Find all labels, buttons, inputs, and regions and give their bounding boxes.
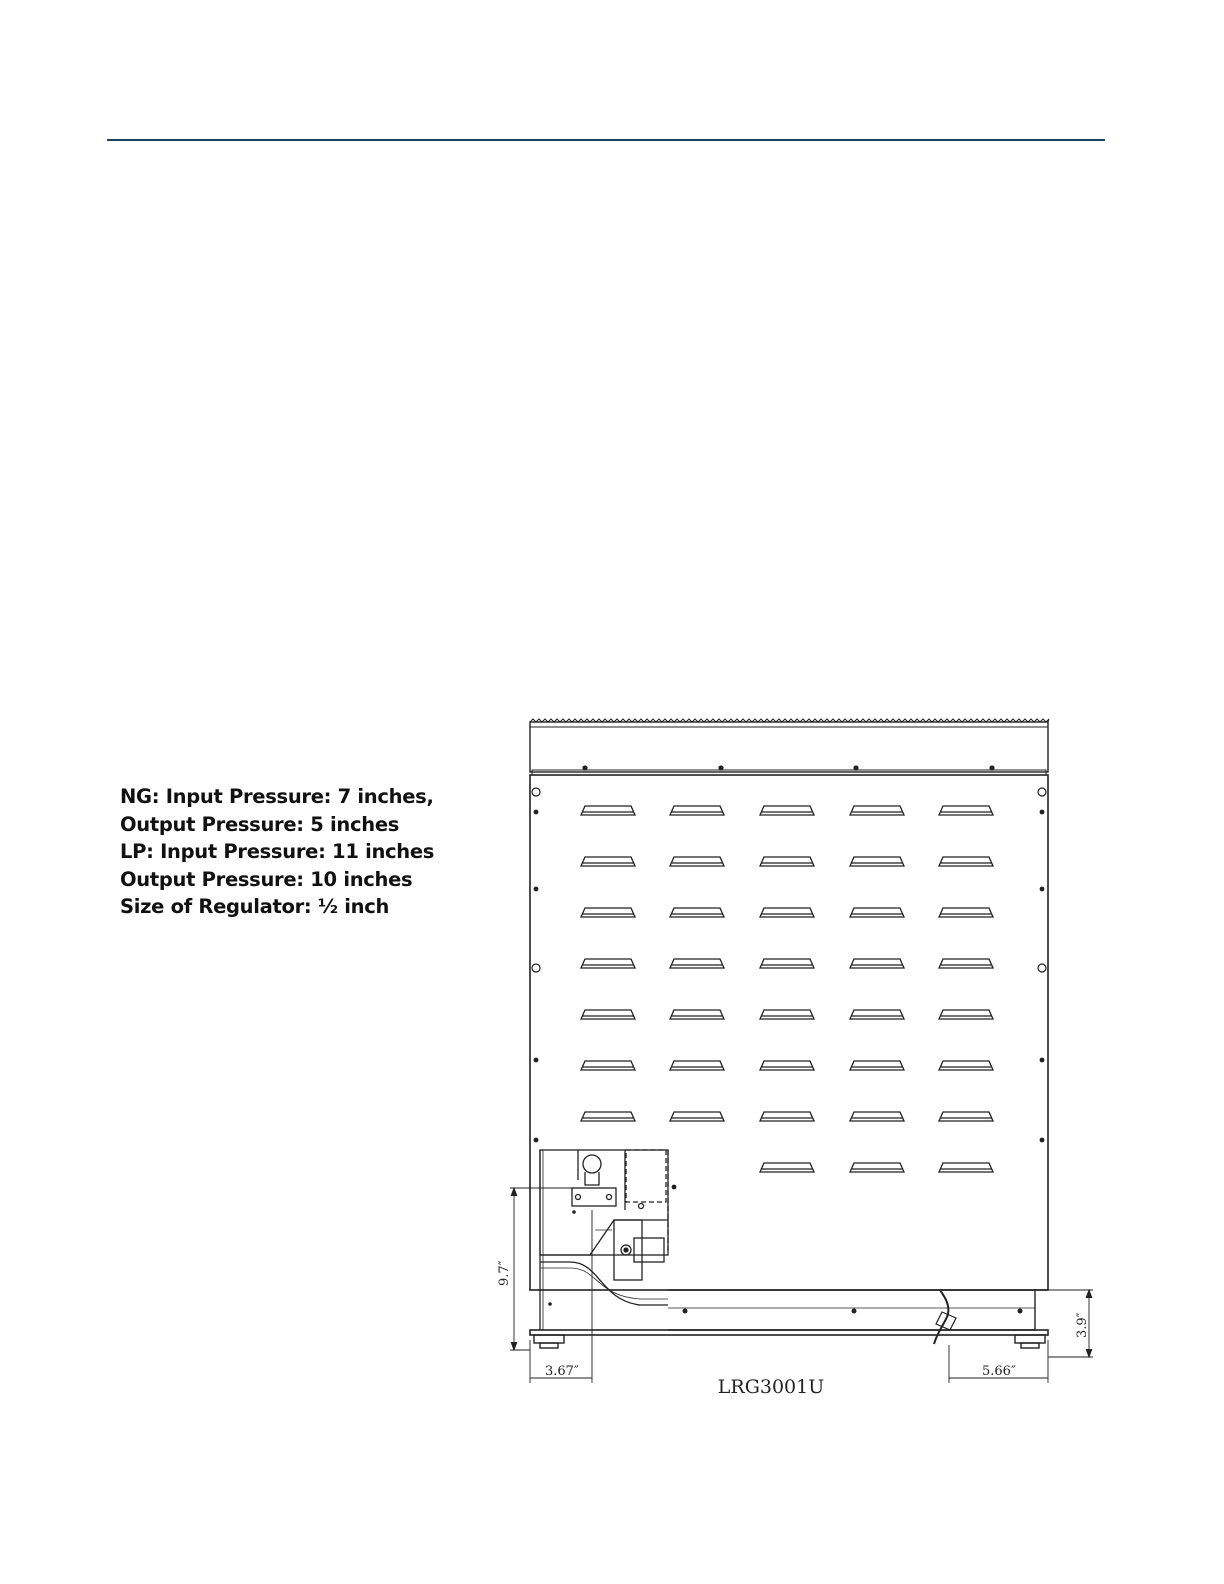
panel-screw — [534, 810, 539, 815]
vent-louver — [581, 1112, 635, 1121]
vent-louver — [939, 806, 993, 815]
vent-louver — [850, 1010, 904, 1019]
panel-hole — [1038, 964, 1046, 972]
vent-louver — [850, 1112, 904, 1121]
vent-louver — [581, 1010, 635, 1019]
model-label: LRG3001U — [717, 1376, 825, 1398]
panel-screw — [1040, 1138, 1045, 1143]
panel-screw — [534, 1138, 539, 1143]
vent-louver — [581, 806, 635, 815]
vent-louver — [850, 959, 904, 968]
guard-screw — [989, 765, 994, 770]
guard-screw — [582, 765, 587, 770]
vent-louver — [760, 857, 814, 866]
regulator-box — [540, 1150, 668, 1330]
vent-louver — [939, 1112, 993, 1121]
rear-view-drawing — [490, 710, 1100, 1415]
spec-regulator-size: Size of Regulator: ½ inch — [120, 895, 390, 919]
vent-louver — [850, 1061, 904, 1070]
panel-screw — [534, 1058, 539, 1063]
guard-screw — [853, 765, 858, 770]
vent-louver — [760, 1112, 814, 1121]
vent-louver — [581, 1061, 635, 1070]
panel-screw — [1040, 1058, 1045, 1063]
vent-louver — [670, 857, 724, 866]
panel-screw — [1040, 810, 1045, 815]
panel-screw — [534, 887, 539, 892]
panel-hole — [532, 964, 540, 972]
leveling-feet — [534, 1335, 1045, 1348]
vent-louver — [939, 857, 993, 866]
vent-louver — [939, 959, 993, 968]
top-guard — [530, 719, 1049, 775]
vent-louver — [850, 857, 904, 866]
spec-ng-input: NG: Input Pressure: 7 inches, — [120, 785, 434, 808]
vent-louver — [850, 1163, 904, 1172]
vent-louver — [939, 1163, 993, 1172]
vent-louver — [670, 1010, 724, 1019]
dim-height-right: 3.9″ — [1075, 1312, 1090, 1338]
vent-louver — [760, 1010, 814, 1019]
panel-screw — [1040, 887, 1045, 892]
base-plate — [530, 1290, 1048, 1344]
dim-height-left: 9.7″ — [497, 1260, 512, 1286]
vent-louver — [760, 959, 814, 968]
vent-louver — [760, 1163, 814, 1172]
vent-louver — [850, 908, 904, 917]
guard-screw — [718, 765, 723, 770]
vent-louver — [670, 1112, 724, 1121]
vent-louver — [760, 908, 814, 917]
vent-louver — [760, 806, 814, 815]
spec-lp-input: LP: Input Pressure: 11 inches — [120, 840, 435, 864]
spec-lp-output: Output Pressure: 10 inches — [120, 867, 413, 891]
vent-louver — [850, 806, 904, 815]
vent-louver — [670, 1061, 724, 1070]
panel-hole — [1038, 788, 1046, 796]
dimension-lines — [510, 1188, 1093, 1383]
vent-louver — [670, 806, 724, 815]
vent-louver — [939, 908, 993, 917]
back-panel — [530, 775, 1048, 1290]
vent-louver — [670, 959, 724, 968]
panel-screw — [672, 1185, 677, 1190]
vent-louver — [670, 908, 724, 917]
dim-bottom-left: 3.67″ — [545, 1364, 579, 1379]
panel-hole — [532, 788, 540, 796]
gas-pressure-specs — [120, 783, 434, 921]
vent-louver — [581, 908, 635, 917]
vent-louver — [760, 1061, 814, 1070]
spec-ng-output: Output Pressure: 5 inches — [120, 812, 400, 836]
vent-louver — [581, 857, 635, 866]
dim-bottom-right: 5.66″ — [982, 1364, 1016, 1379]
vent-louver — [939, 1010, 993, 1019]
header-rule — [107, 139, 1105, 141]
vent-louver — [939, 1061, 993, 1070]
vent-louver — [581, 959, 635, 968]
